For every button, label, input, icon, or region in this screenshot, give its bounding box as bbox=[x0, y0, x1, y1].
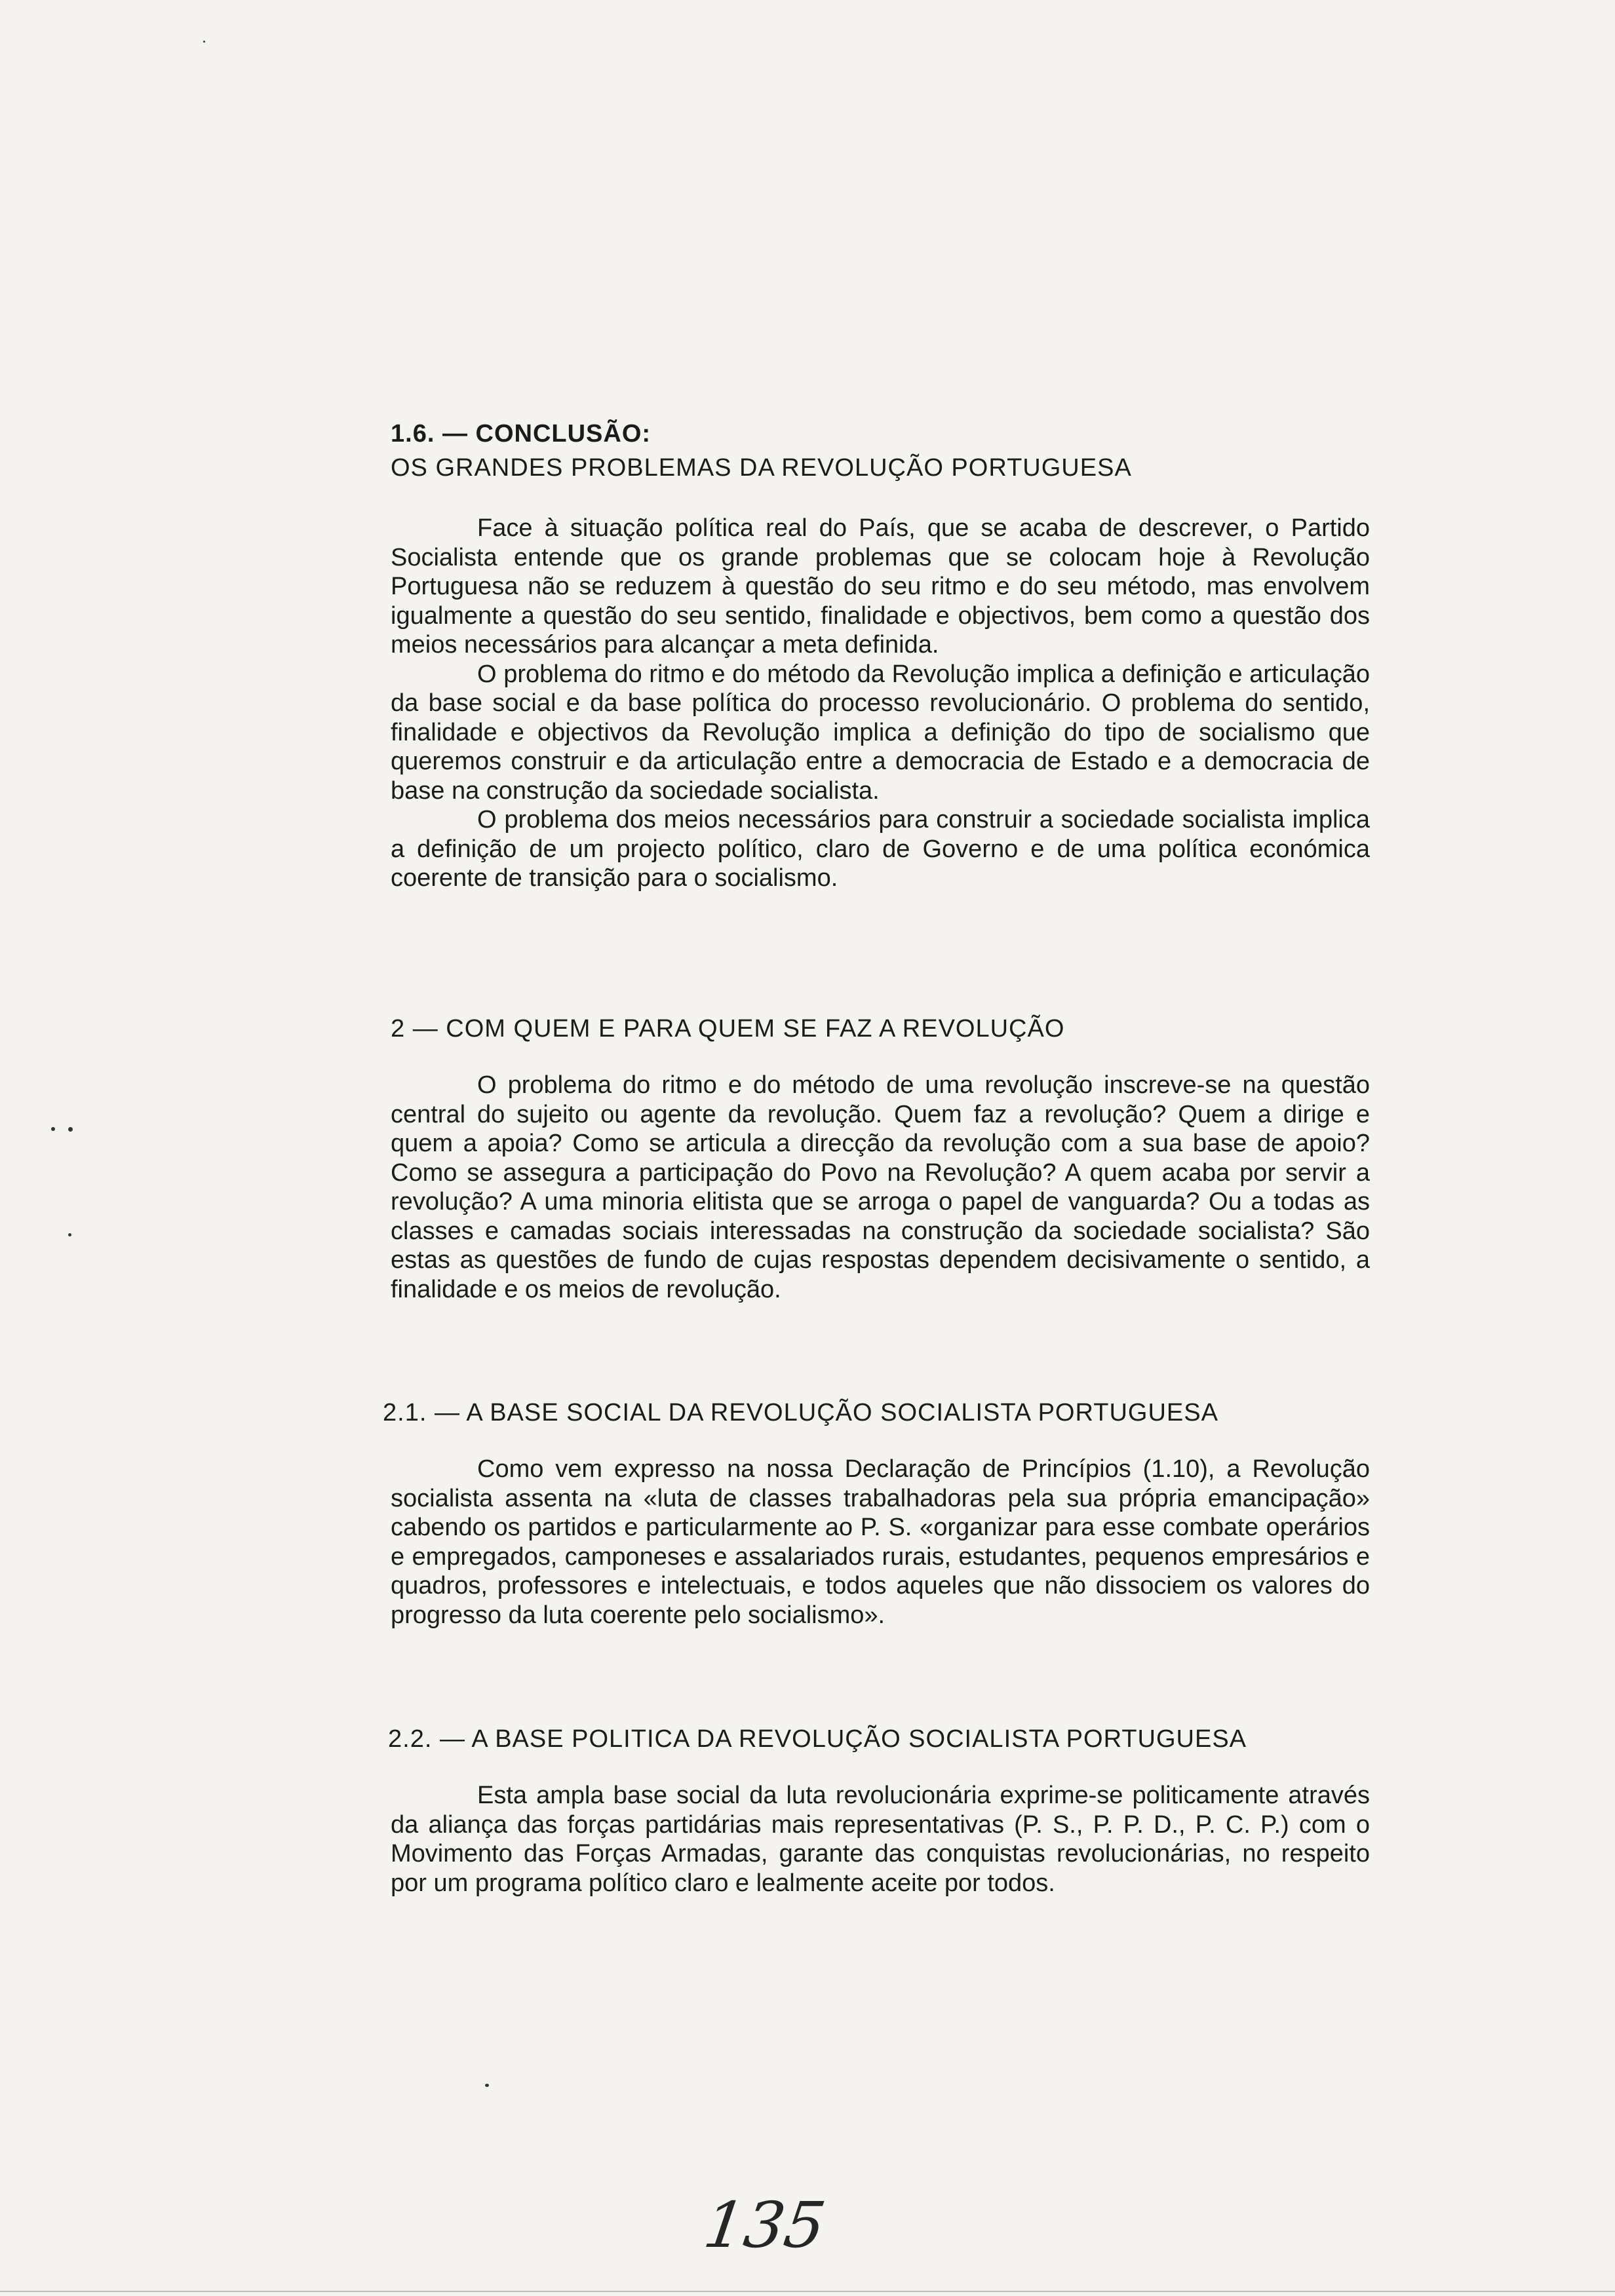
page-number: 135 bbox=[699, 2189, 830, 2262]
section-body bbox=[391, 514, 1370, 893]
section-title: 2.1. — A BASE SOCIAL DA REVOLUÇÃO SOCIALISTA PORTUGUESA bbox=[383, 1399, 1218, 1426]
scan-speck bbox=[203, 41, 205, 43]
section-2-1 bbox=[383, 1397, 1370, 1630]
scan-edge-line bbox=[0, 2291, 1615, 2292]
scan-speck bbox=[51, 1127, 55, 1131]
section-body bbox=[391, 1071, 1370, 1304]
section-2 bbox=[391, 1013, 1370, 1304]
scan-speck bbox=[68, 1127, 73, 1132]
paragraph: Esta ampla base social da luta revolucionária exprime-se politicamente através da aliança das forças partidárias mais representativas (P. S., P. P. D., P. C. P.) com o Movimento das Forças Armadas, garante das conquistas revolucionárias, no respeito por um programa político claro e lealmente aceite por todos. bbox=[391, 1782, 1370, 1897]
section-1-6 bbox=[391, 418, 1370, 893]
paragraph: O problema do ritmo e do método de uma revolução inscreve-se na questão central do sujeito ou agente da revolução. Quem faz a revolução? Quem a dirige e quem a apoia? Como se articula a direcção da revolução com a sua base de apoio? Como se assegura a participação do Povo na Revolução? A quem acaba por servir a revolução? A uma minoria elitista que se arroga o papel de vanguarda? Ou a todas as classes e camadas sociais interessadas na construção da sociedade socialista? São estas as questões de fundo de cujas respostas dependem decisivamente o sentido, a finalidade e os meios de revolução. bbox=[391, 1071, 1370, 1303]
paragraph: Como vem expresso na nossa Declaração de Princípios (1.10), a Revolução socialista assenta na «luta de classes trabalhadoras pela sua própria emancipação» cabendo os partidos e particularmente ao P. S. «organizar para esse combate operários e empregados, camponeses e assalariados rurais, estudantes, pequenos empresários e quadros, professores e intelectuais, e todos aqueles que não dissociem os valores do progresso da luta coerente pelo socialismo». bbox=[391, 1455, 1370, 1629]
scan-speck bbox=[485, 2084, 489, 2087]
section-title: 2.2. — A BASE POLITICA DA REVOLUÇÃO SOCIALISTA PORTUGUESA bbox=[388, 1725, 1247, 1753]
section-body bbox=[391, 1455, 1370, 1630]
section-title: OS GRANDES PROBLEMAS DA REVOLUÇÃO PORTUGUESA bbox=[391, 454, 1132, 482]
section-number: 1.6. — CONCLUSÃO: bbox=[391, 420, 652, 448]
paragraph: O problema dos meios necessários para construir a sociedade socialista implica a definição de um projecto político, claro de Governo e de uma política económica coerente de transição para o socialismo. bbox=[391, 806, 1370, 892]
section-title: 2 — COM QUEM E PARA QUEM SE FAZ A REVOLUÇÃO bbox=[391, 1015, 1065, 1043]
paragraph: Face à situação política real do País, que se acaba de descrever, o Partido Socialista entende que os grande problemas que se colocam hoje à Revolução Portuguesa não se reduzem à questão do seu ritmo e do seu método, mas envolvem igualmente a questão do seu sentido, finalidade e objectivos, bem como a questão dos meios necessários para alcançar a meta definida. bbox=[391, 514, 1370, 659]
section-2-2 bbox=[388, 1723, 1370, 1898]
paragraph: O problema do ritmo e do método da Revolução implica a definição e articulação da base social e da base política do processo revolucionário. O problema do sentido, finalidade e objectivos da Revolução implica a definição do tipo de socialismo que queremos construir e da articulação entre a democracia de Estado e a democracia de base na construção da sociedade socialista. bbox=[391, 660, 1370, 805]
section-body bbox=[391, 1781, 1370, 1898]
scan-speck bbox=[68, 1233, 71, 1236]
